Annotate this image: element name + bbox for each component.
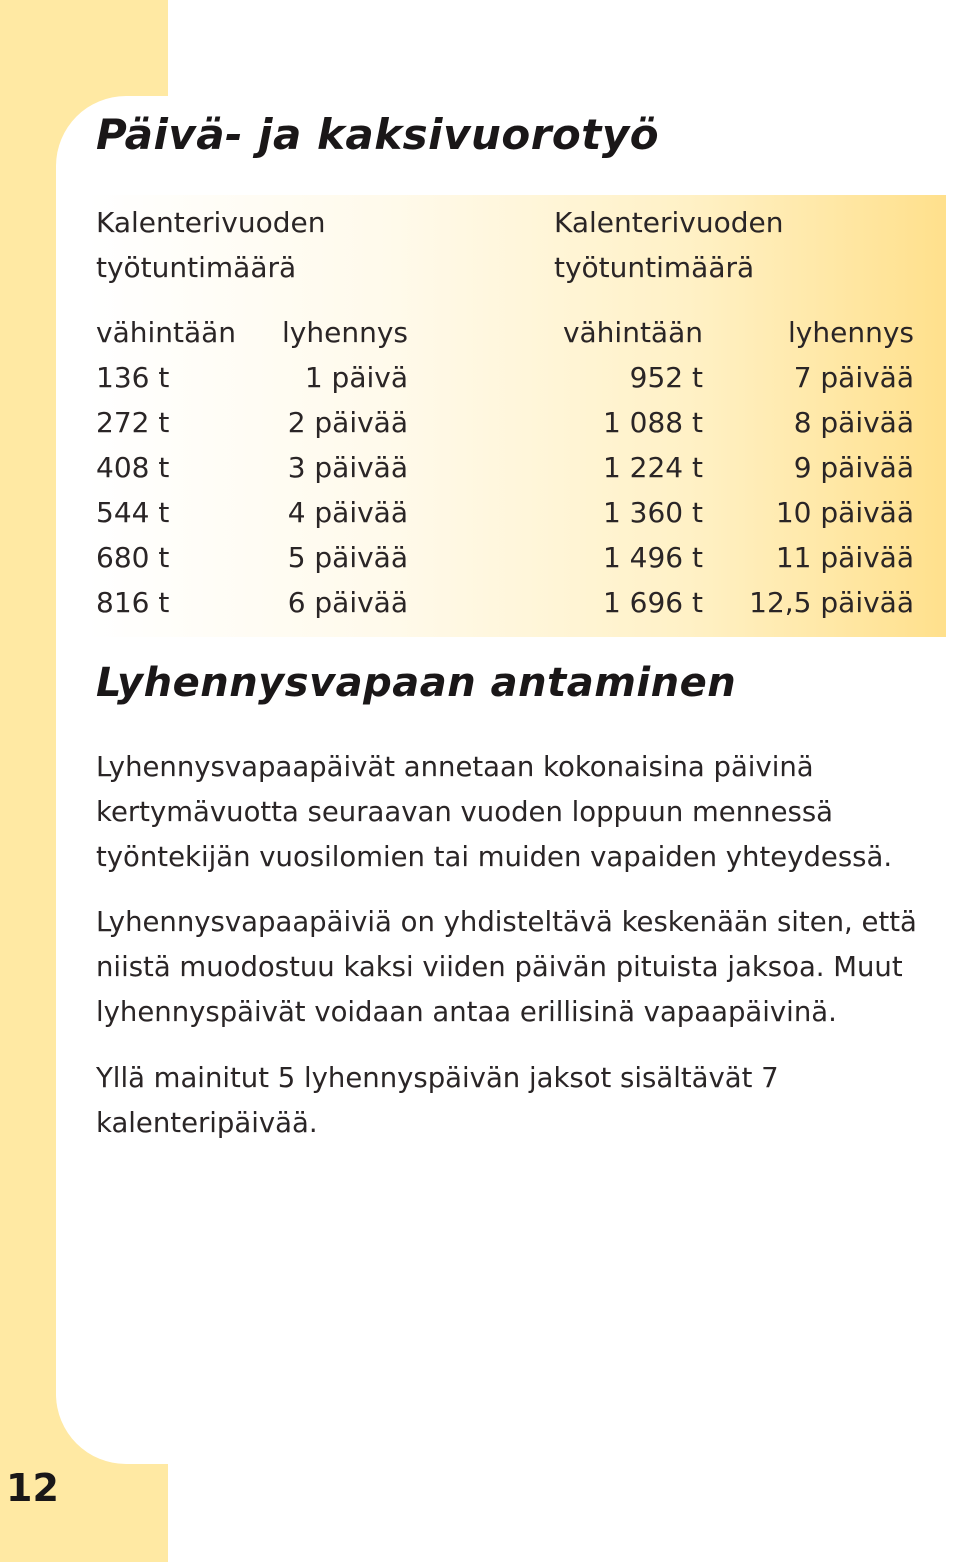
- right-row-hours: 1 360 t: [602, 496, 703, 529]
- paragraph: Yllä mainitut 5 lyhennyspäivän jaksot sisältävät 7 kalenteripäivää.: [96, 1062, 779, 1139]
- page-number: 12: [6, 1466, 59, 1510]
- page-title: Päivä- ja kaksivuorotyö: [96, 110, 660, 159]
- right-group-header-line1: Kalenterivuoden: [554, 206, 784, 239]
- left-row-reduction: 1 päivä: [304, 361, 408, 394]
- left-row-hours: 272 t: [96, 406, 170, 439]
- right-row-reduction: 8 päivää: [793, 406, 914, 439]
- right-row-reduction: 10 päivää: [775, 496, 914, 529]
- right-row-hours: 1 224 t: [602, 451, 703, 484]
- reduction-table: [88, 195, 946, 637]
- left-row-hours: 408 t: [96, 451, 170, 484]
- left-row-reduction: 4 päivää: [287, 496, 408, 529]
- right-col-header-min: vähintään: [562, 316, 703, 349]
- left-row-hours: 136 t: [96, 361, 170, 394]
- right-row-hours: 1 496 t: [602, 541, 703, 574]
- right-row-hours: 952 t: [629, 361, 703, 394]
- right-row-reduction: 7 päivää: [793, 361, 914, 394]
- right-row-reduction: 9 päivää: [793, 451, 914, 484]
- left-row-reduction: 6 päivää: [287, 586, 408, 619]
- right-col-header-reduction: lyhennys: [788, 316, 914, 349]
- left-row-hours: 680 t: [96, 541, 170, 574]
- left-row-reduction: 3 päivää: [287, 451, 408, 484]
- paragraph: Lyhennysvapaapäiviä on yhdisteltävä keskenään siten, että niistä muodostuu kaksi viiden päivän pituista jaksoa. Muut lyhennyspäivät voidaan antaa erillisinä vapaapäivinä.: [96, 906, 917, 1028]
- paragraph: Lyhennysvapaapäivät annetaan kokonaisina päivinä kertymävuotta seuraavan vuoden loppuun mennessä työntekijän vuosilomien tai muiden vapaiden yhteydessä.: [96, 751, 893, 873]
- left-row-hours: 816 t: [96, 586, 170, 619]
- left-col-header-min: vähintään: [96, 316, 237, 349]
- left-group-header-line2: työtuntimäärä: [96, 251, 297, 284]
- right-row-reduction: 11 päivää: [775, 541, 914, 574]
- right-row-hours: 1 088 t: [602, 406, 703, 439]
- left-group-header-line1: Kalenterivuoden: [96, 206, 326, 239]
- left-row-hours: 544 t: [96, 496, 170, 529]
- right-row-reduction: 12,5 päivää: [749, 586, 914, 619]
- left-row-reduction: 5 päivää: [287, 541, 408, 574]
- section-title: Lyhennysvapaan antaminen: [96, 660, 737, 706]
- right-group-header-line2: työtuntimäärä: [554, 251, 755, 284]
- left-row-reduction: 2 päivää: [287, 406, 408, 439]
- left-col-header-reduction: lyhennys: [282, 316, 408, 349]
- right-row-hours: 1 696 t: [602, 586, 703, 619]
